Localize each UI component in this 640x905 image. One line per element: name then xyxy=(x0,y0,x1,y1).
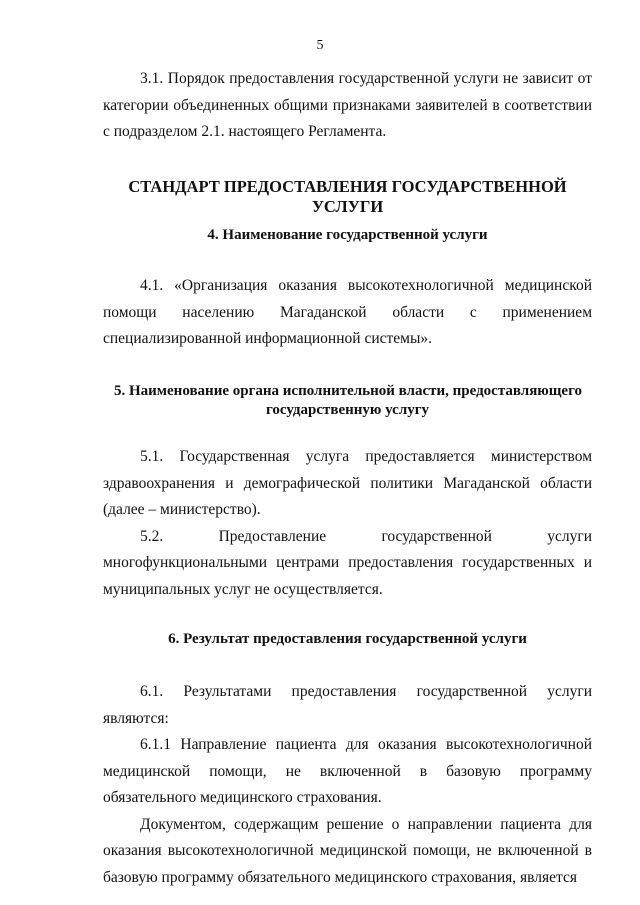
section-5-heading-line1: 5. Наименование органа исполнительной власти, предоставляющего xyxy=(114,383,583,399)
paragraph-document: Документом, содержащим решение о направлении пациента для оказания высокотехнологичной медицинской помощи, не включенной в базовую программу обязательного медицинского страхования, является xyxy=(103,815,592,886)
section-4-heading: 4. Наименование государственной услуги xyxy=(207,227,488,243)
section-6-block xyxy=(103,679,592,891)
paragraph-3-1: 3.1. Порядок предоставления государственной услуги не зависит от категории объединенных общими признаками заявителей в соответствии с подразделом 2.1. настоящего Регламента. xyxy=(103,70,592,140)
section-3-block xyxy=(103,66,592,146)
section-6-heading: 6. Результат предоставления государственной услуги xyxy=(168,631,527,647)
section-5-heading-line2: государственную услугу xyxy=(265,402,430,418)
paragraph-4-1: 4.1. «Организация оказания высокотехнологичной медицинской помощи населению Магаданской области с применением специализированной информационной системы». xyxy=(103,277,592,347)
section-5-heading xyxy=(103,382,592,420)
paragraph-5-1: 5.1. Государственная услуга предоставляется министерством здравоохранения и демографической политики Магаданской области (далее – министерство). xyxy=(103,448,592,518)
page-number: 5 xyxy=(316,38,324,53)
section-5-block xyxy=(103,444,592,603)
paragraph-5-2: 5.2. Предоставление государственной услуги многофункциональными центрами предоставления государственных и муниципальных услуг не осуществляется. xyxy=(103,527,592,598)
standard-title: СТАНДАРТ ПРЕДОСТАВЛЕНИЯ ГОСУДАРСТВЕННОЙ УСЛУГИ xyxy=(128,177,567,216)
section-4-block xyxy=(103,273,592,353)
paragraph-6-1: 6.1. Результатами предоставления государственной услуги являются: xyxy=(103,683,592,727)
paragraph-6-1-1: 6.1.1 Направление пациента для оказания высокотехнологичной медицинской помощи, не включенной в базовую программу обязательного медицинского страхования. xyxy=(103,736,592,806)
